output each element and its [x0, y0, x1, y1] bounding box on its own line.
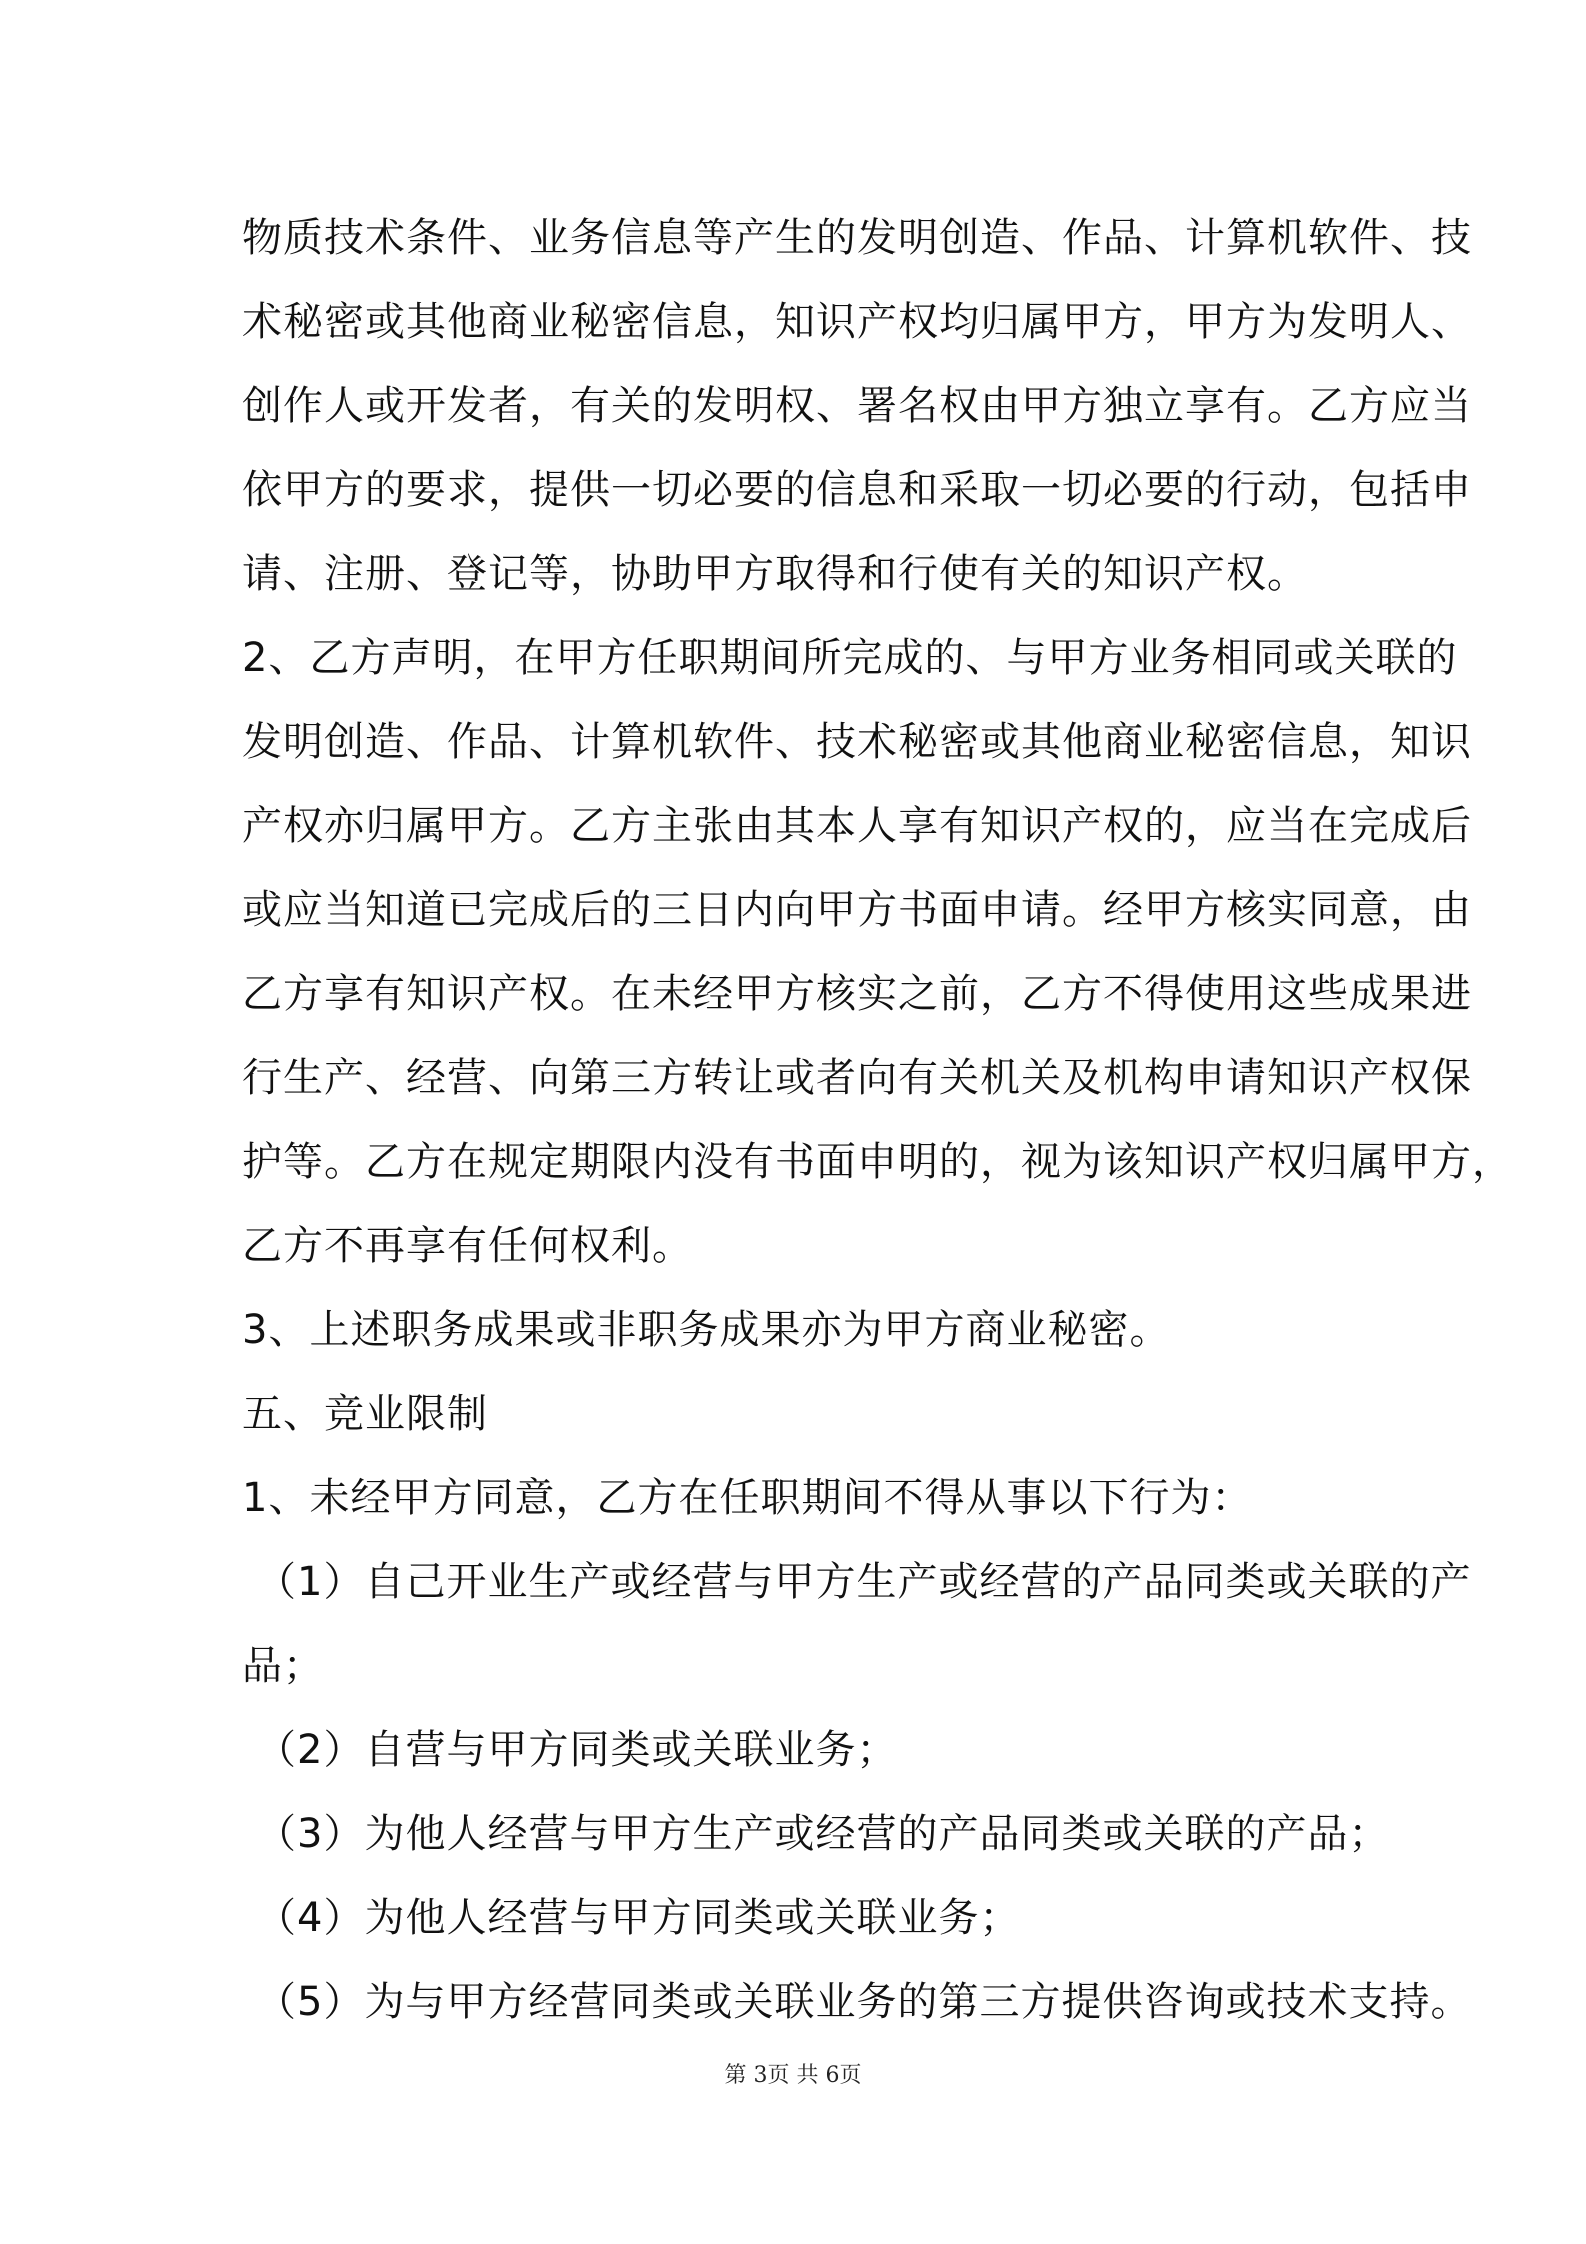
- list-item: （5）为与甲方经营同类或关联业务的第三方提供咨询或技术支持。: [256, 1979, 1472, 2025]
- list-item: （3）为他人经营与甲方生产或经营的产品同类或关联的产品；: [256, 1811, 1390, 1857]
- list-item: （4）为他人经营与甲方同类或关联业务；: [256, 1895, 1021, 1941]
- body-line: 行生产、经营、向第三方转让或者向有关机关及机构申请知识产权保: [242, 1055, 1472, 1101]
- body-line: 术秘密或其他商业秘密信息，知识产权均归属甲方，甲方为发明人、: [242, 299, 1472, 345]
- clause-3-line: 3、上述职务成果或非职务成果亦为甲方商业秘密。: [242, 1307, 1171, 1353]
- body-line: 乙方享有知识产权。在未经甲方核实之前，乙方不得使用这些成果进: [242, 971, 1472, 1017]
- list-item-continuation: 品；: [242, 1643, 324, 1689]
- clause-1-line: 1、未经甲方同意，乙方在任职期间不得从事以下行为：: [242, 1475, 1253, 1521]
- page-number: 第 3页 共 6页: [724, 2063, 862, 2088]
- body-line: 发明创造、作品、计算机软件、技术秘密或其他商业秘密信息，知识: [242, 719, 1472, 765]
- clause-2-line: 2、乙方声明，在甲方任职期间所完成的、与甲方业务相同或关联的: [242, 635, 1458, 681]
- body-line: 物质技术条件、业务信息等产生的发明创造、作品、计算机软件、技: [242, 215, 1472, 261]
- list-item: （2）自营与甲方同类或关联业务；: [256, 1727, 898, 1773]
- body-line: 乙方不再享有任何权利。: [242, 1223, 693, 1269]
- list-item: （1）自己开业生产或经营与甲方生产或经营的产品同类或关联的产: [256, 1559, 1472, 1605]
- document-body: [242, 196, 1513, 2044]
- body-line: 创作人或开发者，有关的发明权、署名权由甲方独立享有。乙方应当: [242, 383, 1472, 429]
- body-line: 或应当知道已完成后的三日内向甲方书面申请。经甲方核实同意，由: [242, 887, 1472, 933]
- body-line: 护等。乙方在规定期限内没有书面申明的，视为该知识产权归属甲方，: [242, 1139, 1513, 1185]
- body-line: 产权亦归属甲方。乙方主张由其本人享有知识产权的，应当在完成后: [242, 803, 1472, 849]
- section-heading: 五、竞业限制: [242, 1391, 488, 1437]
- body-line: 请、注册、登记等，协助甲方取得和行使有关的知识产权。: [242, 551, 1308, 597]
- body-line: 依甲方的要求，提供一切必要的信息和采取一切必要的行动，包括申: [242, 467, 1472, 513]
